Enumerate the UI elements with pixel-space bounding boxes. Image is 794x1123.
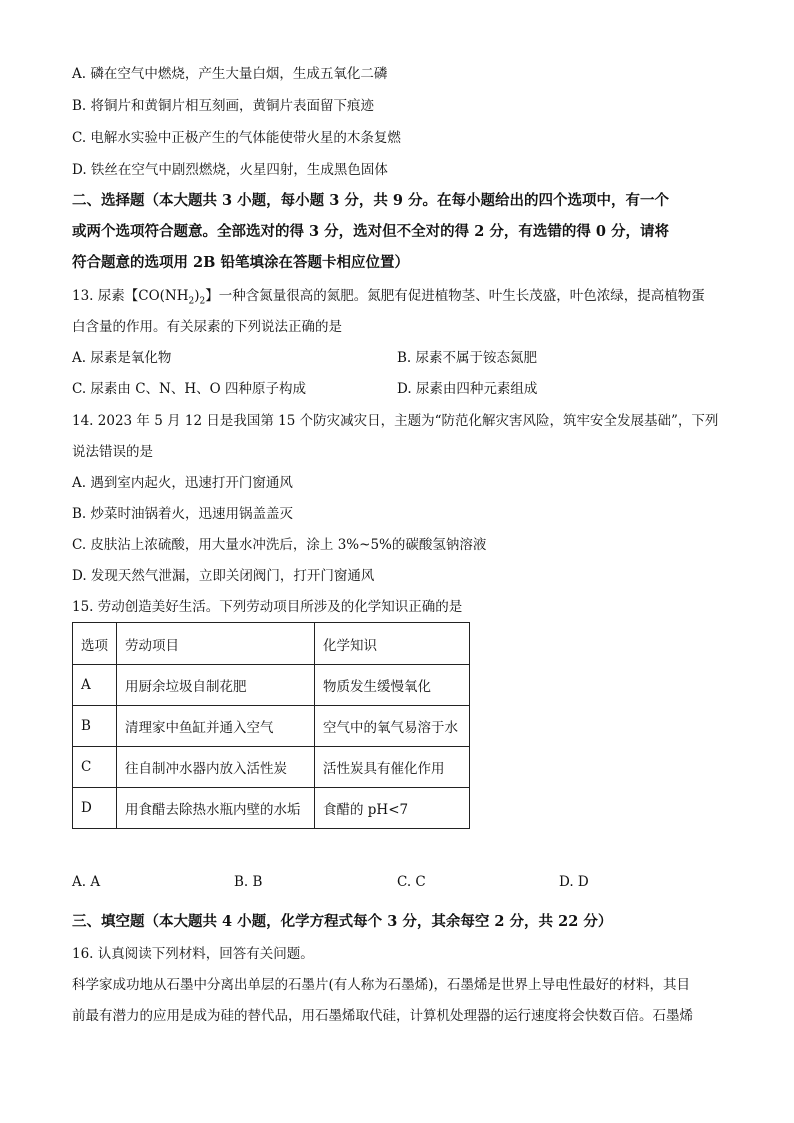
q15-table xyxy=(72,622,470,829)
table-cell: B xyxy=(73,706,117,747)
table-row xyxy=(73,665,470,706)
section2-heading-line1: 二、选择题（本大题共 3 小题，每小题 3 分，共 9 分。在每小题给出的四个选项中，有一个 xyxy=(72,192,670,209)
q14-option-d: D. 发现天然气泄漏，立即关闭阀门，打开门窗通风 xyxy=(72,568,375,584)
q12-option-d: D. 铁丝在空气中剧烈燃烧，火星四射，生成黑色固体 xyxy=(72,162,388,178)
q16-material-line2: 前最有潜力的应用是成为硅的替代品，用石墨烯取代硅，计算机处理器的运行速度将会快数百倍。石墨烯 xyxy=(72,1008,693,1024)
q14-stem-line1: 14. 2023 年 5 月 12 日是我国第 15 个防灾减灾日，主题为“防范化解灾害风险，筑牢安全发展基础”，下列 xyxy=(72,413,719,429)
table-header-cell: 劳动项目 xyxy=(117,623,315,665)
section2-heading-line3: 符合题意的选项用 2B 铅笔填涂在答题卡相应位置） xyxy=(72,254,409,271)
table-header-cell: 选项 xyxy=(73,623,117,665)
table-cell: C xyxy=(73,747,117,788)
q15-answer-c: C. C xyxy=(397,874,426,890)
table-row xyxy=(73,747,470,788)
q15-answer-a: A. A xyxy=(72,874,101,890)
q13-option-c: C. 尿素由 C、N、H、O 四种原子构成 xyxy=(72,381,306,397)
q13-option-d: D. 尿素由四种元素组成 xyxy=(397,381,538,397)
q13-option-a: A. 尿素是氧化物 xyxy=(72,350,172,366)
table-row xyxy=(73,706,470,747)
q13-option-b: B. 尿素不属于铵态氮肥 xyxy=(397,350,538,366)
q15-stem: 15. 劳动创造美好生活。下列劳动项目所涉及的化学知识正确的是 xyxy=(72,599,463,615)
q14-option-a: A. 遇到室内起火，迅速打开门窗通风 xyxy=(72,475,293,491)
table-header-cell: 化学知识 xyxy=(315,623,470,665)
table-cell: 物质发生缓慢氧化 xyxy=(315,665,470,706)
q12-option-c: C. 电解水实验中正极产生的气体能使带火星的木条复燃 xyxy=(72,130,401,146)
q14-option-b: B. 炒菜时油锅着火，迅速用锅盖盖灭 xyxy=(72,506,294,522)
table-cell: A xyxy=(73,665,117,706)
q14-stem-line2: 说法错误的是 xyxy=(72,444,153,460)
section2-heading-line2: 或两个选项符合题意。全部选对的得 3 分，选对但不全对的得 2 分，有选错的得 0 分，请将 xyxy=(72,223,670,240)
q16-stem: 16. 认真阅读下列材料，回答有关问题。 xyxy=(72,946,314,962)
q12-option-b: B. 将铜片和黄铜片相互刻画，黄铜片表面留下痕迹 xyxy=(72,98,375,114)
table-cell: 活性炭具有催化作用 xyxy=(315,747,470,788)
q13-stem-line1: 13. 尿素【$CO(NH_2)_2$】一种含氮量很高的氮肥。氮肥有促进植物茎、叶生长茂盛，叶色浓绿，提高植物蛋 xyxy=(72,288,705,307)
q14-option-c: C. 皮肤沾上浓硫酸，用大量水冲洗后，涂上 3%~5%的碳酸氢钠溶液 xyxy=(72,537,487,553)
q15-answer-b: B. B xyxy=(234,874,263,890)
q15-answer-d: D. D xyxy=(559,874,589,890)
table-cell: 食醋的 pH<7 xyxy=(315,788,470,829)
table-cell: 清理家中鱼缸并通入空气 xyxy=(117,706,315,747)
section3-heading: 三、填空题（本大题共 4 小题，化学方程式每个 3 分，其余每空 2 分，共 22 分） xyxy=(72,913,613,930)
table-row xyxy=(73,788,470,829)
table-cell: 空气中的氧气易溶于水 xyxy=(315,706,470,747)
q16-material-line1: 科学家成功地从石墨中分离出单层的石墨片(有人称为石墨烯)，石墨烯是世界上导电性最好的材料，其目 xyxy=(72,977,691,993)
table-cell: 往自制冲水器内放入活性炭 xyxy=(117,747,315,788)
q12-option-a: A. 磷在空气中燃烧，产生大量白烟，生成五氧化二磷 xyxy=(72,66,388,82)
table-cell: D xyxy=(73,788,117,829)
q13-stem-line2: 白含量的作用。有关尿素的下列说法正确的是 xyxy=(72,319,342,335)
table-cell: 用食醋去除热水瓶内壁的水垢 xyxy=(117,788,315,829)
table-header-row xyxy=(73,623,470,665)
table-cell: 用厨余垃圾自制花肥 xyxy=(117,665,315,706)
